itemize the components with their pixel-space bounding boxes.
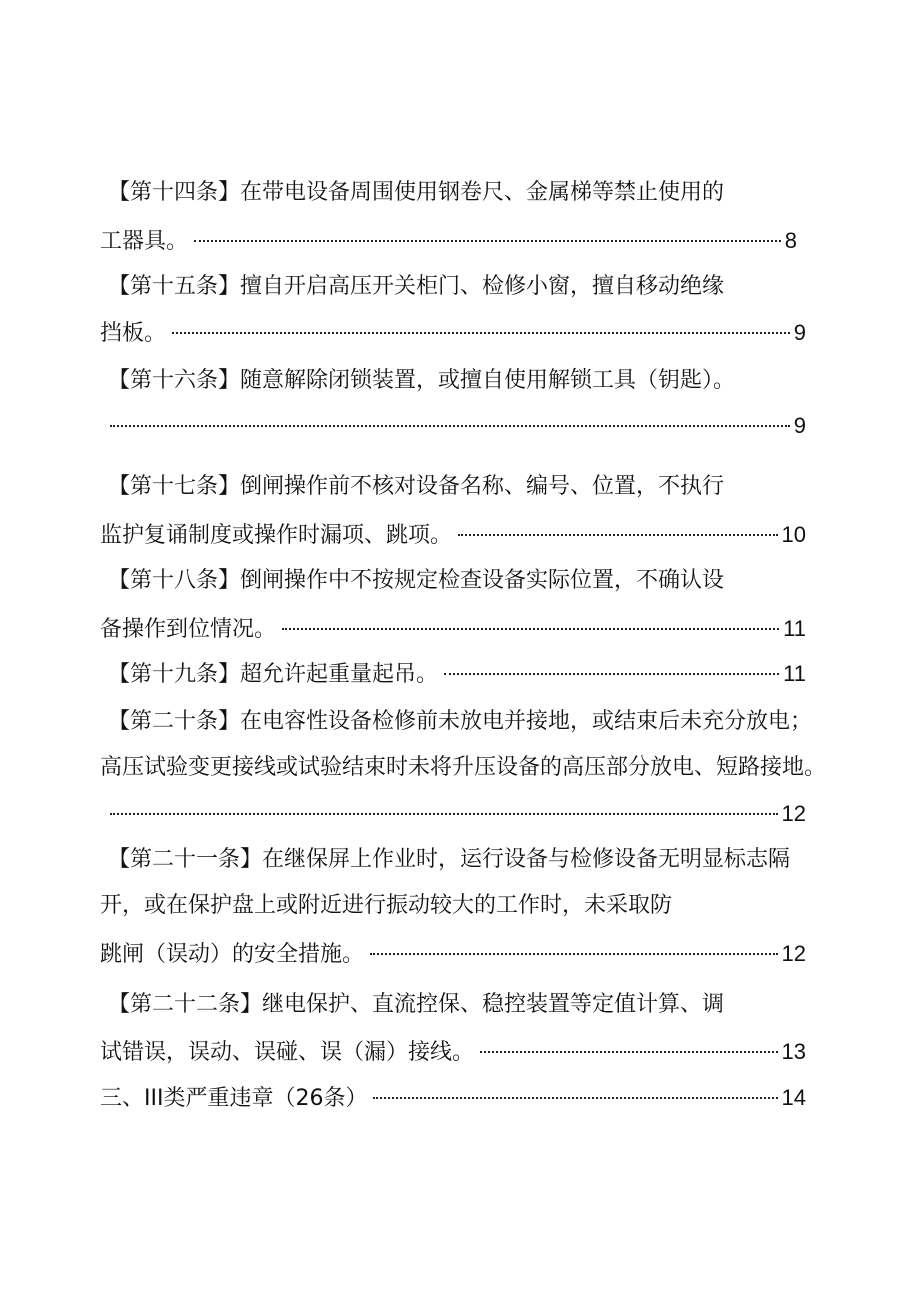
toc-entry-17-line-1: 【第十七条】倒闸操作前不核对设备名称、编号、位置，不执行 bbox=[108, 474, 725, 499]
toc-entry-17-last[interactable] bbox=[100, 515, 806, 555]
toc-entry-20-last[interactable] bbox=[104, 794, 806, 834]
toc-entry-22-line-1: 【第二十二条】继电保护、直流控保、稳控装置等定值计算、调 bbox=[108, 992, 725, 1017]
page-number: 9 bbox=[793, 413, 806, 438]
toc-entry-text: 试错误，误动、误碰、误（漏）接线。 bbox=[100, 1040, 475, 1065]
dot-leader bbox=[110, 425, 790, 427]
toc-entry-16-last[interactable] bbox=[104, 406, 806, 446]
page-number: 11 bbox=[783, 661, 806, 686]
page-number: 10 bbox=[781, 522, 806, 547]
dot-leader bbox=[370, 953, 778, 955]
toc-entry-15-line-1: 【第十五条】擅自开启高压开关柜门、检修小窗，擅自移动绝缘 bbox=[108, 274, 725, 299]
toc-section-iii[interactable] bbox=[100, 1078, 806, 1118]
dot-leader bbox=[444, 673, 779, 675]
page-number: 13 bbox=[781, 1039, 806, 1064]
dot-leader bbox=[480, 1051, 778, 1053]
page-number: 12 bbox=[781, 941, 806, 966]
toc-entry-21-line-1: 【第二十一条】在继保屏上作业时，运行设备与检修设备无明显标志隔 bbox=[108, 847, 791, 872]
toc-entry-15-last[interactable] bbox=[100, 313, 806, 353]
toc-entry-text: 监护复诵制度或操作时漏项、跳项。 bbox=[100, 523, 453, 548]
dot-leader bbox=[172, 332, 790, 334]
toc-entry-20-line-2: 高压试验变更接线或试验结束时未将升压设备的高压部分放电、短路接地。 bbox=[100, 755, 827, 780]
toc-entry-18-line-1: 【第十八条】倒闸操作中不按规定检查设备实际位置，不确认设 bbox=[108, 568, 725, 593]
toc-entry-21-last[interactable] bbox=[100, 934, 806, 974]
toc-entry-text: 挡板。 bbox=[100, 321, 167, 346]
toc-entry-text: 备操作到位情况。 bbox=[100, 617, 277, 642]
toc-entry-14-last[interactable] bbox=[100, 221, 797, 261]
page-number: 12 bbox=[781, 801, 806, 826]
toc-entry-18-last[interactable] bbox=[100, 609, 806, 649]
dot-leader bbox=[110, 813, 778, 815]
page-number: 11 bbox=[783, 616, 806, 641]
toc-entry-text: 跳闸（误动）的安全措施。 bbox=[100, 942, 365, 967]
dot-leader bbox=[458, 534, 778, 536]
page-number: 8 bbox=[784, 228, 797, 253]
toc-entry-14-line-1: 【第十四条】在带电设备周围使用钢卷尺、金属梯等禁止使用的 bbox=[108, 180, 725, 205]
dot-leader bbox=[373, 1097, 777, 1099]
toc-entry-16-line-1: 【第十六条】随意解除闭锁装置，或擅自使用解锁工具（钥匙）。 bbox=[108, 368, 736, 393]
toc-entry-text: 工器具。 bbox=[100, 229, 189, 254]
toc-entry-20-line-1: 【第二十条】在电容性设备检修前未放电并接地，或结束后未充分放电； bbox=[108, 709, 813, 734]
dot-leader bbox=[194, 240, 781, 242]
page-number: 9 bbox=[793, 320, 806, 345]
toc-entry-19[interactable] bbox=[108, 654, 806, 694]
dot-leader bbox=[282, 628, 779, 630]
page-number: 14 bbox=[781, 1085, 806, 1110]
toc-entry-21-line-2: 开，或在保护盘上或附近进行振动较大的工作时，未采取防 bbox=[100, 893, 673, 918]
toc-entry-text: 【第十九条】超允许起重量起吊。 bbox=[108, 662, 439, 687]
toc-entry-text: 三、III类严重违章（26条） bbox=[100, 1086, 368, 1111]
toc-entry-22-last[interactable] bbox=[100, 1032, 806, 1072]
